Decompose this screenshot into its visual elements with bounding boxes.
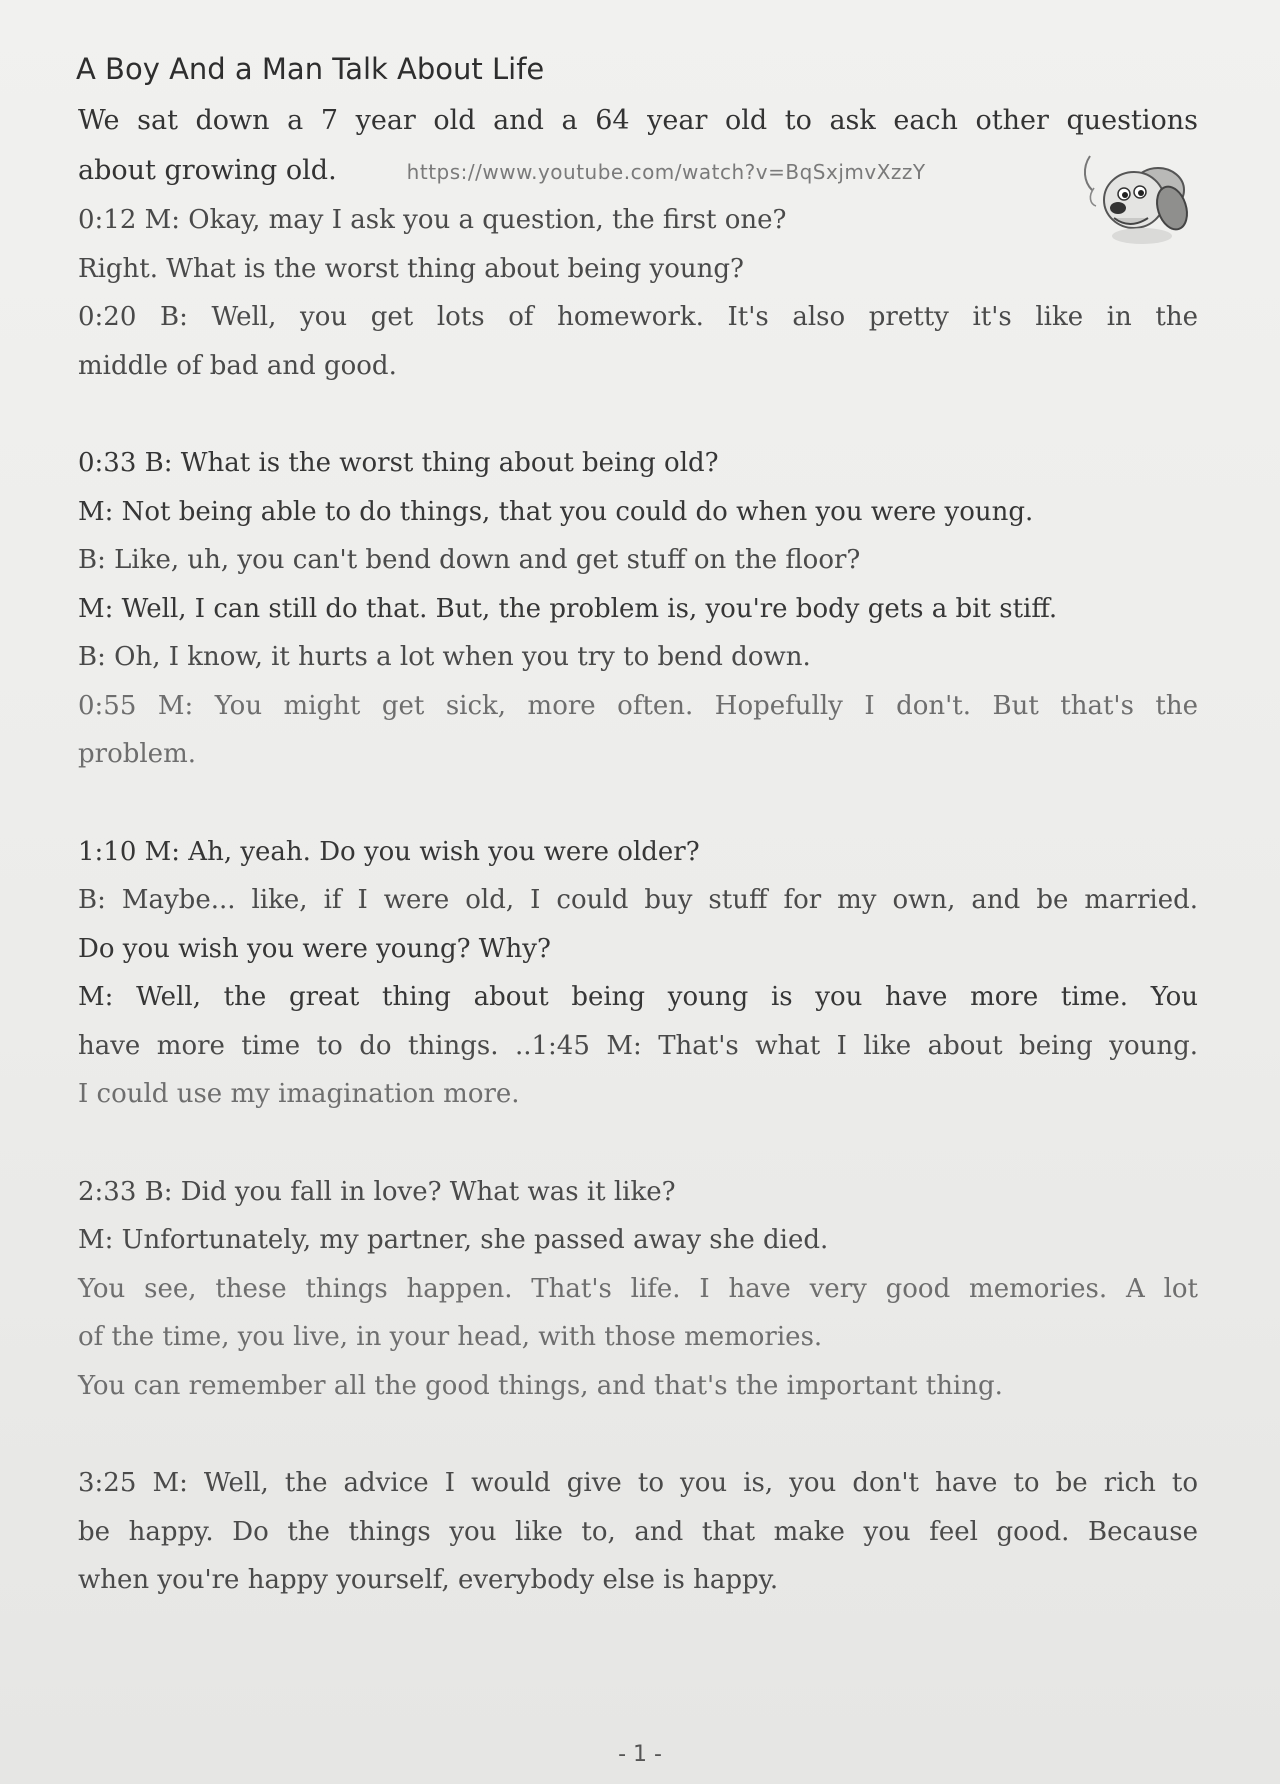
transcript-line: have more time to do things. ..1:45 M: That's what I like about being young. bbox=[78, 1030, 1198, 1061]
paragraph-gap bbox=[78, 390, 1198, 439]
page-number: - 1 - bbox=[618, 1742, 662, 1767]
transcript-line: B: Oh, I know, it hurts a lot when you try to bend down. bbox=[78, 642, 811, 672]
paragraph-gap bbox=[78, 1410, 1198, 1459]
transcript-line: 1:10 M: Ah, yeah. Do you wish you were older? bbox=[78, 836, 700, 867]
transcript-line: Right. What is the worst thing about being young? bbox=[78, 253, 744, 284]
paragraph-gap bbox=[78, 779, 1198, 828]
paragraph-gap bbox=[78, 1119, 1198, 1168]
transcript-line: M: Unfortunately, my partner, she passed away she died. bbox=[78, 1225, 829, 1255]
intro-text: about growing old. bbox=[78, 155, 337, 186]
transcript-body bbox=[78, 196, 1198, 1605]
transcript-paragraph bbox=[78, 1459, 1198, 1605]
transcript-line: when you're happy yourself, everybody else is happy. bbox=[78, 1565, 779, 1595]
transcript-line: problem. bbox=[78, 739, 196, 769]
transcript-line: be happy. Do the things you like to, and that make you feel good. Because bbox=[78, 1516, 1198, 1547]
transcript-line: 0:55 M: You might get sick, more often. Hopefully I don't. But that's the bbox=[78, 690, 1198, 721]
video-url: https://www.youtube.com/watch?v=BqSxjmvXzzY bbox=[406, 160, 926, 184]
transcript-line: Do you wish you were young? Why? bbox=[78, 933, 551, 964]
transcript-line: 0:12 M: Okay, may I ask you a question, the first one? bbox=[78, 205, 787, 235]
transcript-line: 2:33 B: Did you fall in love? What was it like? bbox=[78, 1176, 676, 1207]
transcript-line: middle of bad and good. bbox=[78, 350, 397, 381]
transcript-line: You see, these things happen. That's life. I have very good memories. A lot bbox=[78, 1273, 1198, 1304]
transcript-paragraph bbox=[78, 828, 1198, 1119]
transcript-line: 3:25 M: Well, the advice I would give to you is, you don't have to be rich to bbox=[78, 1468, 1198, 1498]
transcript-line: 0:33 B: What is the worst thing about being old? bbox=[78, 448, 719, 478]
transcript-paragraph bbox=[78, 1168, 1198, 1411]
intro-line: We sat down a 7 year old and a 64 year old to ask each other questions bbox=[78, 105, 1198, 136]
intro-paragraph bbox=[78, 96, 1198, 197]
document-title: A Boy And a Man Talk About Life bbox=[76, 52, 545, 86]
transcript-line: B: Like, uh, you can't bend down and get stuff on the floor? bbox=[78, 545, 861, 575]
transcript-paragraph bbox=[78, 439, 1198, 779]
transcript-line: You can remember all the good things, and that's the important thing. bbox=[78, 1370, 1003, 1401]
transcript-line: I could use my imagination more. bbox=[78, 1079, 520, 1109]
transcript-line: B: Maybe... like, if I were old, I could buy stuff for my own, and be married. bbox=[78, 885, 1198, 915]
intro-line bbox=[78, 146, 1198, 197]
transcript-line: M: Well, the great thing about being young is you have more time. You bbox=[78, 982, 1198, 1012]
transcript-line: of the time, you live, in your head, with those memories. bbox=[78, 1322, 823, 1352]
transcript-line: 0:20 B: Well, you get lots of homework. It's also pretty it's like in the bbox=[78, 302, 1198, 332]
transcript-line: M: Not being able to do things, that you could do when you were young. bbox=[78, 496, 1034, 527]
transcript-paragraph bbox=[78, 196, 1198, 390]
transcript-line: M: Well, I can still do that. But, the problem is, you're body gets a bit stiff. bbox=[78, 593, 1058, 624]
